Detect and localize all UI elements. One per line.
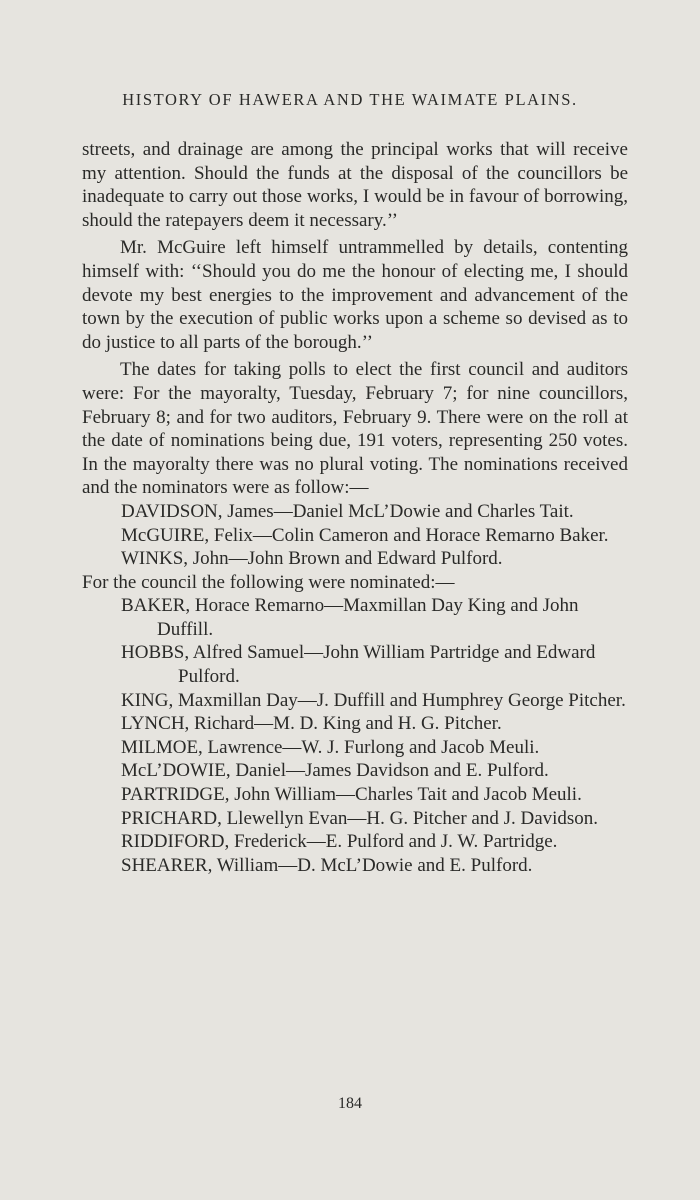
page-body	[82, 138, 628, 877]
running-header: HISTORY OF HAWERA AND THE WAIMATE PLAINS.	[122, 90, 578, 109]
mayoralty-nominations-list	[82, 500, 628, 571]
nomination-entry: MILMOE, Lawrence—W. J. Furlong and Jacob Meuli.	[121, 736, 540, 758]
paragraph-continuation: streets, and drainage are among the principal works that will receive my attention. Should the funds at the disposal of the councillors be inadequate to carry out those works, I would be in favour of borrowing, should the ratepayers deem it necessary.’’	[82, 139, 628, 231]
council-nominations-list	[82, 594, 628, 877]
nomination-entry: LYNCH, Richard—M. D. King and H. G. Pitcher.	[121, 713, 502, 735]
nomination-entry: SHEARER, William—D. McL’Dowie and E. Pulford.	[121, 854, 533, 876]
paragraph-poll-dates: The dates for taking polls to elect the first council and auditors were: For the mayoralty, Tuesday, February 7; for nine councillors, February 8; and for two auditors, February 9. There were on the roll at the date of nominations being due, 191 voters, representing 250 votes. In the mayoralty there was no plural voting. The nominations received and the nominators were as follow:—	[82, 359, 628, 499]
nomination-entry: PARTRIDGE, John William—Charles Tait and Jacob Meuli.	[121, 784, 582, 806]
nomination-entry: BAKER, Horace Remarno—Maxmillan Day King and John Duffill.	[121, 595, 579, 640]
nomination-entry: WINKS, John—John Brown and Edward Pulford.	[121, 548, 503, 570]
nomination-entry: DAVIDSON, James—Daniel McL’Dowie and Charles Tait.	[121, 500, 574, 522]
nomination-entry: McL’DOWIE, Daniel—James Davidson and E. Pulford.	[121, 760, 549, 782]
nomination-entry: RIDDIFORD, Frederick—E. Pulford and J. W. Partridge.	[121, 831, 558, 853]
nomination-entry: McGUIRE, Felix—Colin Cameron and Horace Remarno Baker.	[121, 524, 609, 546]
paragraph-mcguire: Mr. McGuire left himself untrammelled by details, contenting himself with: ‘‘Should you do me the honour of electing me, I should devote my best energies to the improvement and advancement of the town by the execution of public works upon a scheme so devised as to do justice to all parts of the borough.’’	[82, 237, 628, 353]
council-intro: For the council the following were nominated:—	[82, 571, 455, 593]
page-number: 184	[338, 1095, 362, 1112]
nomination-entry: PRICHARD, Llewellyn Evan—H. G. Pitcher and J. Davidson.	[121, 807, 599, 829]
nomination-entry: KING, Maxmillan Day—J. Duffill and Humphrey George Pitcher.	[121, 689, 626, 711]
nomination-entry: HOBBS, Alfred Samuel—John William Partridge and Edward Pulford.	[121, 642, 596, 688]
